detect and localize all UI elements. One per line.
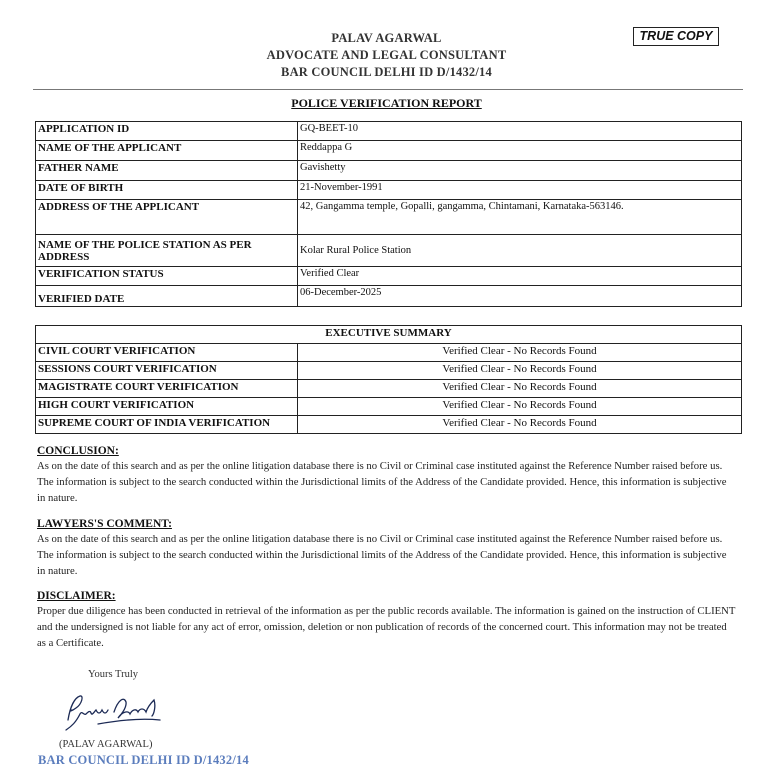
disclaimer-section — [37, 590, 737, 651]
field-label: FATHER NAME — [36, 161, 298, 181]
court-label: MAGISTRATE COURT VERIFICATION — [36, 380, 298, 398]
court-status: Verified Clear - No Records Found — [298, 344, 742, 362]
header-divider — [33, 89, 743, 90]
bar-council-id: BAR COUNCIL DELHI ID D/1432/14 — [281, 65, 492, 79]
lawyers-comment-text: As on the date of this search and as per the online litigation database there is no Civil or Criminal case instituted against the Reference Number raised before us. The information is subject to the search conducted within the Jurisdictional limits of the Address of the Candidate provided. Hence, this information is subjective in nature. — [37, 533, 727, 577]
table-row — [36, 235, 742, 267]
table-row — [36, 161, 742, 181]
field-label: VERIFIED DATE — [36, 286, 298, 307]
true-copy-stamp: TRUE COPY — [633, 27, 719, 46]
table-row — [36, 398, 742, 416]
disclaimer-heading: DISCLAIMER: — [37, 590, 116, 602]
signatory-name: (PALAV AGARWAL) — [59, 739, 153, 750]
court-label: SUPREME COURT OF INDIA VERIFICATION — [36, 416, 298, 434]
court-status: Verified Clear - No Records Found — [298, 398, 742, 416]
report-title — [0, 96, 773, 111]
signature — [60, 690, 170, 736]
court-status: Verified Clear - No Records Found — [298, 380, 742, 398]
field-label: APPLICATION ID — [36, 122, 298, 141]
advocate-title: ADVOCATE AND LEGAL CONSULTANT — [266, 48, 507, 62]
table-row — [36, 416, 742, 434]
application-details-table — [35, 121, 742, 307]
field-label: NAME OF THE POLICE STATION AS PER ADDRESS — [36, 235, 298, 267]
lawyers-comment-heading: LAWYERS'S COMMENT: — [37, 518, 172, 530]
court-label: CIVIL COURT VERIFICATION — [36, 344, 298, 362]
lawyers-comment-section — [37, 518, 737, 579]
field-label: DATE OF BIRTH — [36, 181, 298, 200]
executive-summary-table — [35, 325, 742, 434]
table-header-row — [36, 326, 742, 344]
disclaimer-text: Proper due diligence has been conducted in retrieval of the information as per the public records available. The information is gained on the instruction of CLIENT and the undersigned is not liable for any act of error, omission, deletion or non publication of records of the concerned court. This information may not be treated as a Certificate. — [37, 605, 736, 649]
court-label: SESSIONS COURT VERIFICATION — [36, 362, 298, 380]
closing-text: Yours Truly — [88, 669, 139, 680]
conclusion-section — [37, 445, 737, 506]
table-row — [36, 380, 742, 398]
executive-summary-title: EXECUTIVE SUMMARY — [36, 326, 742, 344]
table-row — [36, 344, 742, 362]
field-value: GQ-BEET-10 — [298, 122, 742, 141]
field-value: Verified Clear — [298, 267, 742, 286]
field-label: NAME OF THE APPLICANT — [36, 141, 298, 161]
advocate-name: PALAV AGARWAL — [331, 31, 442, 45]
table-row — [36, 122, 742, 141]
field-value: 06-December-2025 — [298, 286, 742, 307]
field-value: Gavishetty — [298, 161, 742, 181]
field-label: ADDRESS OF THE APPLICANT — [36, 200, 298, 235]
conclusion-heading: CONCLUSION: — [37, 445, 119, 457]
conclusion-text: As on the date of this search and as per the online litigation database there is no Civil or Criminal case instituted against the Reference Number raised before us. The information is subject to the search conducted within the Jurisdictional limits of the Address of the Candidate provided. Hence, this information is subjective in nature. — [37, 460, 727, 504]
table-row — [36, 267, 742, 286]
court-status: Verified Clear - No Records Found — [298, 416, 742, 434]
field-value: 21-November-1991 — [298, 181, 742, 200]
table-row — [36, 200, 742, 235]
field-label: VERIFICATION STATUS — [36, 267, 298, 286]
table-row — [36, 286, 742, 307]
table-row — [36, 181, 742, 200]
field-value: 42, Gangamma temple, Gopalli, gangamma, Chintamani, Karnataka-563146. — [298, 200, 742, 235]
table-row — [36, 362, 742, 380]
footer-bar-council-id: BAR COUNCIL DELHI ID D/1432/14 — [38, 753, 249, 767]
table-row — [36, 141, 742, 161]
field-value: Reddappa G — [298, 141, 742, 161]
report-title-text: POLICE VERIFICATION REPORT — [291, 96, 482, 110]
court-status: Verified Clear - No Records Found — [298, 362, 742, 380]
court-label: HIGH COURT VERIFICATION — [36, 398, 298, 416]
field-value: Kolar Rural Police Station — [298, 235, 742, 267]
